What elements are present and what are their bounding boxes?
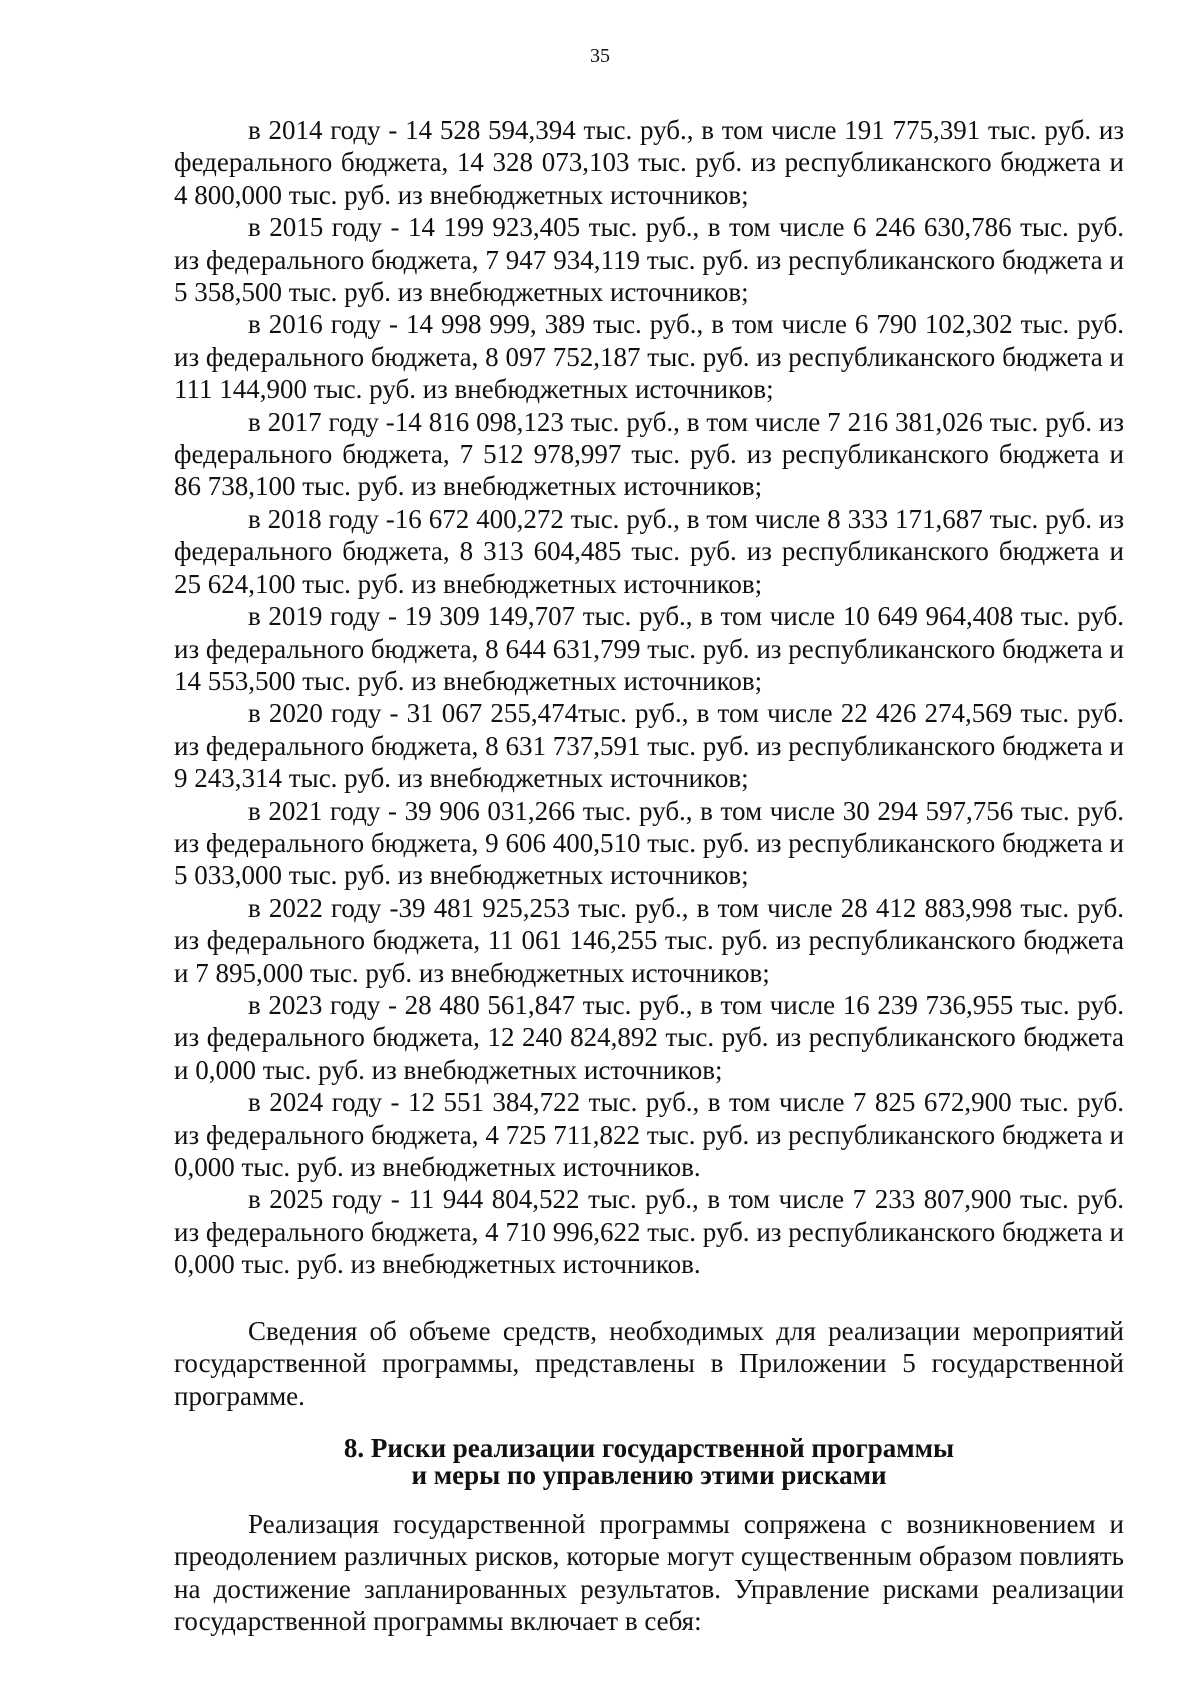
summary-paragraph: Сведения об объеме средств, необходимых для реализации мероприятий государственной программы, представлены в Приложении 5 государственной программе. <box>174 1316 1124 1411</box>
funding-year-2020: в 2020 году - 31 067 255,474тыс. руб., в том числе 22 426 274,569 тыс. руб. из федерального бюджета, 8 631 737,591 тыс. руб. из республиканского бюджета и 9 243,314 тыс. руб. из внебюджетных источников; <box>174 698 1124 794</box>
risks-paragraph: Реализация государственной программы сопряжена с возникновением и преодолением различных рисков, которые могут существенным образом повлиять на достижение запланированных результатов. Управление рисками реализации государственной программы включает в себя: <box>174 1509 1124 1637</box>
funding-year-2019: в 2019 году - 19 309 149,707 тыс. руб., в том числе 10 649 964,408 тыс. руб. из федерального бюджета, 8 644 631,799 тыс. руб. из республиканского бюджета и 14 553,500 тыс. руб. из внебюджетных источников; <box>174 601 1124 696</box>
funding-year-2023: в 2023 году - 28 480 561,847 тыс. руб., в том числе 16 239 736,955 тыс. руб. из федерального бюджета, 12 240 824,892 тыс. руб. из республиканского бюджета и 0,000 тыс. руб. из внебюджетных источников; <box>174 989 1124 1085</box>
funding-year-2018: в 2018 году -16 672 400,272 тыс. руб., в том числе 8 333 171,687 тыс. руб. из федерального бюджета, 8 313 604,485 тыс. руб. из республиканского бюджета и 25 624,100 тыс. руб. из внебюджетных источников; <box>174 503 1124 599</box>
funding-year-2016: в 2016 году - 14 998 999, 389 тыс. руб., в том числе 6 790 102,302 тыс. руб. из федерального бюджета, 8 097 752,187 тыс. руб. из республиканского бюджета и 111 144,900 тыс. руб. из внебюджетных источников; <box>174 309 1124 405</box>
funding-year-2021: в 2021 году - 39 906 031,266 тыс. руб., в том числе 30 294 597,756 тыс. руб. из федерального бюджета, 9 606 400,510 тыс. руб. из республиканского бюджета и 5 033,000 тыс. руб. из внебюджетных источников; <box>174 795 1124 891</box>
funding-year-2024: в 2024 году - 12 551 384,722 тыс. руб., в том числе 7 825 672,900 тыс. руб. из федерального бюджета, 4 725 711,822 тыс. руб. из республиканского бюджета и 0,000 тыс. руб. из внебюджетных источников. <box>174 1087 1124 1182</box>
funding-by-year-list <box>174 114 1124 1281</box>
funding-year-2017: в 2017 году -14 816 098,123 тыс. руб., в том числе 7 216 381,026 тыс. руб. из федерального бюджета, 7 512 978,997 тыс. руб. из республиканского бюджета и 86 738,100 тыс. руб. из внебюджетных источников; <box>174 406 1124 502</box>
funding-year-2022: в 2022 году -39 481 925,253 тыс. руб., в том числе 28 412 883,998 тыс. руб. из федерального бюджета, 11 061 146,255 тыс. руб. из республиканского бюджета и 7 895,000 тыс. руб. из внебюджетных источников; <box>174 892 1124 988</box>
section-title-line-1: 8. Риски реализации государственной программы <box>343 1433 955 1463</box>
funding-year-2015: в 2015 году - 14 199 923,405 тыс. руб., в том числе 6 246 630,786 тыс. руб. из федерального бюджета, 7 947 934,119 тыс. руб. из республиканского бюджета и 5 358,500 тыс. руб. из внебюджетных источников; <box>174 212 1124 308</box>
summary-block <box>174 1315 1124 1412</box>
section-heading <box>174 1435 1124 1489</box>
funding-year-2025: в 2025 году - 11 944 804,522 тыс. руб., в том числе 7 233 807,900 тыс. руб. из федерального бюджета, 4 710 996,622 тыс. руб. из республиканского бюджета и 0,000 тыс. руб. из внебюджетных источников. <box>174 1184 1124 1280</box>
funding-year-2014: в 2014 году - 14 528 594,394 тыс. руб., в том числе 191 775,391 тыс. руб. из федерального бюджета, 14 328 073,103 тыс. руб. из республиканского бюджета и 4 800,000 тыс. руб. из внебюджетных источников; <box>174 115 1124 210</box>
page-number: 35 <box>590 45 610 67</box>
section-title-line-2: и меры по управлению этими рисками <box>411 1460 887 1490</box>
risks-block <box>174 1508 1124 1638</box>
